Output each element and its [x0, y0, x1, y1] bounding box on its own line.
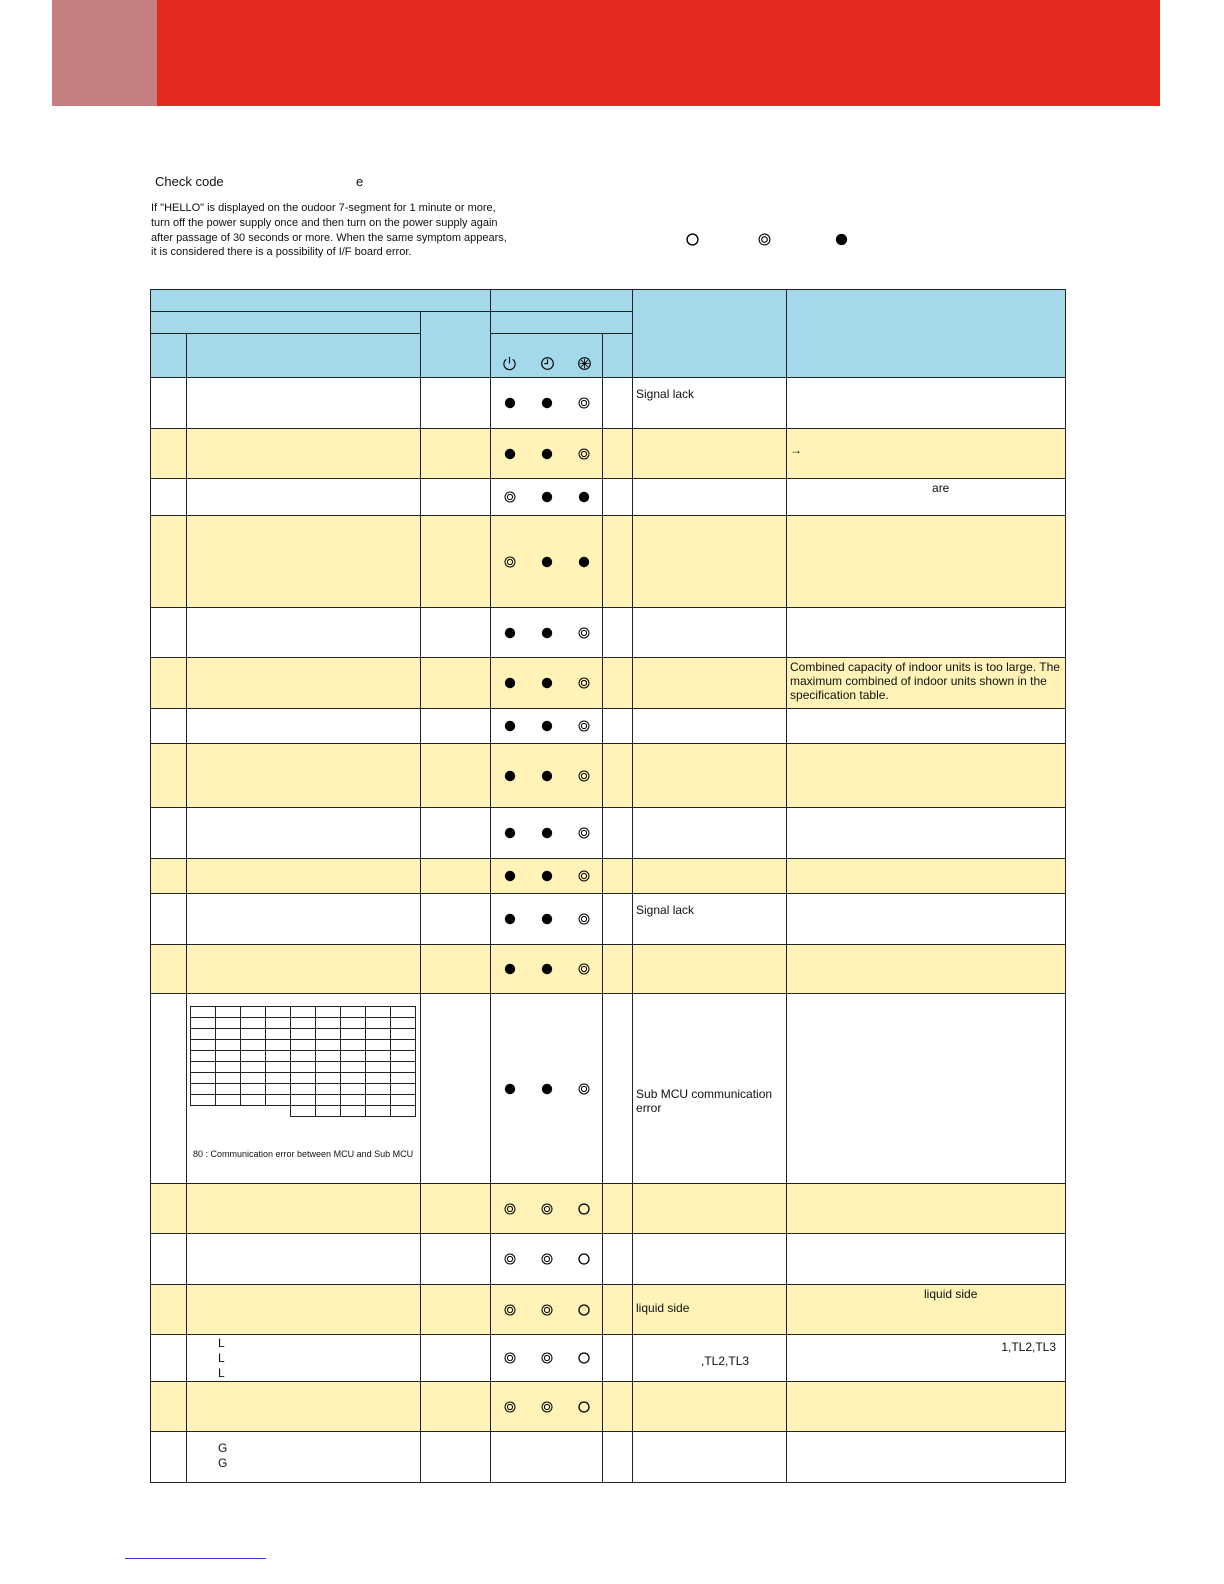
lamp-on-icon	[504, 627, 516, 639]
lamp-off-icon	[578, 1401, 590, 1413]
cause-text: Sub MCU communication error	[636, 1086, 773, 1115]
header-cell	[491, 312, 633, 334]
lamp-on-icon	[541, 556, 553, 568]
letter: G	[218, 1441, 228, 1455]
table-row	[151, 894, 1066, 945]
table-row	[151, 808, 1066, 859]
header-row	[151, 290, 1066, 312]
lamp-cell	[491, 894, 603, 945]
lamp-on-icon	[578, 556, 590, 568]
capacity-text: Combined capacity of indoor units is too large. The maximum combined of indoor units shown in the specification table.	[790, 660, 1060, 702]
lamp-on-icon	[504, 870, 516, 882]
cause-text: ,TL2,TL3	[701, 1354, 750, 1368]
lamp-cell	[491, 1285, 603, 1335]
lamp-cell	[491, 479, 603, 516]
lamp-on-icon	[541, 1083, 553, 1095]
header-lamp-icons-cell	[491, 334, 603, 378]
detail-cell	[787, 658, 1066, 709]
lamp-cell	[491, 744, 603, 808]
lamp-flash-icon	[578, 627, 590, 639]
header-cell	[787, 290, 1066, 378]
lamp-flash-icon	[578, 720, 590, 732]
lamp-cell	[491, 1184, 603, 1234]
lamp-cell	[491, 1335, 603, 1382]
header-cell	[151, 334, 187, 378]
lamp-on-icon	[504, 448, 516, 460]
table-row	[151, 709, 1066, 744]
lamp-on-icon	[541, 720, 553, 732]
lamp-off-icon	[578, 1253, 590, 1265]
hello-note: If "HELLO" is displayed on the oudoor 7-segment for 1 minute or more, turn off the power supply once and then turn on the power supply again after passage of 30 seconds or more. When the same symptom appears, it is considered there is a possibility of I/F board error.	[151, 202, 507, 259]
lamp-flash-icon	[504, 1253, 516, 1265]
lamp-flash-icon	[504, 556, 516, 568]
lamp-flash-icon	[541, 1401, 553, 1413]
header-cell	[151, 290, 491, 312]
letter: L	[218, 1366, 225, 1380]
lamp-cell	[491, 608, 603, 658]
lamp-cell	[491, 808, 603, 859]
lamp-on-icon	[541, 627, 553, 639]
lamp-cell	[491, 516, 603, 608]
cause-cell	[633, 378, 787, 429]
lamp-flash-icon	[578, 397, 590, 409]
lamp-cell	[491, 429, 603, 479]
detail-text: are	[932, 481, 950, 495]
table-row	[151, 945, 1066, 994]
lamp-flash-icon	[578, 827, 590, 839]
lamp-cell	[491, 1234, 603, 1285]
lamp-on-icon	[541, 491, 553, 503]
lamp-on-icon	[504, 720, 516, 732]
table-row	[151, 608, 1066, 658]
table-row	[151, 1234, 1066, 1285]
detail-text: 1,TL2,TL3	[1001, 1340, 1057, 1354]
lamp-off-icon	[578, 1352, 590, 1364]
lamp-on-icon	[504, 827, 516, 839]
cause-text: liquid side	[636, 1301, 690, 1315]
table-row	[151, 1335, 1066, 1382]
header-cell	[633, 290, 787, 378]
lamp-on-icon	[504, 677, 516, 689]
lamp-cell	[491, 1382, 603, 1432]
table-row	[151, 1184, 1066, 1234]
header-cell	[603, 334, 633, 378]
lamp-flash-icon	[541, 1304, 553, 1316]
detail-cell	[787, 429, 1066, 479]
lamp-on-icon	[541, 770, 553, 782]
table-row	[151, 1285, 1066, 1335]
code-matrix-cell	[187, 994, 421, 1184]
check-code-label: Check code	[155, 174, 224, 189]
table-row	[151, 516, 1066, 608]
cause-cell	[633, 1285, 787, 1335]
detail-cell	[787, 1285, 1066, 1335]
lamp-cell	[491, 658, 603, 709]
table-row	[151, 744, 1066, 808]
header-cell	[187, 334, 421, 378]
lamp-on-icon	[504, 770, 516, 782]
arrow-text: →	[790, 443, 803, 457]
lamp-cell	[491, 994, 603, 1184]
lamp-on-icon	[541, 913, 553, 925]
lamp-on-icon	[504, 913, 516, 925]
lamp-on-icon	[541, 677, 553, 689]
lamp-flash-icon	[541, 1203, 553, 1215]
cause-cell	[633, 1335, 787, 1382]
letter: L	[218, 1351, 225, 1365]
lamp-on-icon	[504, 397, 516, 409]
letters-cell	[187, 1432, 421, 1483]
power-icon	[502, 356, 517, 371]
letter: L	[218, 1336, 225, 1350]
lamp-flash-icon	[504, 491, 516, 503]
banner-tab	[52, 0, 157, 106]
lamp-flash-icon	[541, 1253, 553, 1265]
lamp-flash-icon	[578, 448, 590, 460]
detail-text: liquid side	[924, 1287, 978, 1301]
detail-cell	[787, 1335, 1066, 1382]
lamp-flash-icon	[578, 677, 590, 689]
header-cell	[491, 290, 633, 312]
cause-text: Signal lack	[636, 387, 695, 401]
lamp-off-icon	[578, 1203, 590, 1215]
table-row	[151, 429, 1066, 479]
footer-link-line	[125, 1558, 266, 1559]
table-row	[151, 859, 1066, 894]
lamp-on-icon	[578, 491, 590, 503]
lamp-flash-icon	[504, 1352, 516, 1364]
lamp-on-icon	[541, 870, 553, 882]
lamp-flash-icon	[578, 870, 590, 882]
letter: G	[218, 1456, 228, 1470]
header-banner	[52, 0, 1160, 106]
check-code-suffix: e	[356, 174, 364, 189]
table-row	[151, 1432, 1066, 1483]
matrix-note: 80 : Communication error between MCU and Sub MCU	[193, 1149, 414, 1159]
lamp-flash-icon	[504, 1401, 516, 1413]
table-row	[151, 658, 1066, 709]
check-code-table	[150, 289, 1066, 1483]
timer-icon	[540, 356, 555, 371]
legend-off-icon	[686, 233, 699, 246]
lamp-off-icon	[578, 1304, 590, 1316]
lamp-on-icon	[504, 1083, 516, 1095]
table-row	[151, 479, 1066, 516]
cause-text: Signal lack	[636, 903, 695, 917]
cause-cell	[633, 894, 787, 945]
table-row	[151, 378, 1066, 429]
code-matrix	[190, 1006, 416, 1117]
lamp-flash-icon	[541, 1352, 553, 1364]
lamp-on-icon	[541, 963, 553, 975]
table-row	[151, 1382, 1066, 1432]
lamp-cell	[491, 859, 603, 894]
lamp-flash-icon	[578, 1083, 590, 1095]
lamp-flash-icon	[578, 963, 590, 975]
lamp-flash-icon	[504, 1304, 516, 1316]
legend-flash-icon	[758, 233, 771, 246]
lamp-flash-icon	[578, 913, 590, 925]
header-cell	[151, 312, 421, 334]
lamp-on-icon	[541, 827, 553, 839]
table-row	[151, 994, 1066, 1184]
lamp-flash-icon	[578, 770, 590, 782]
detail-cell	[787, 479, 1066, 516]
letters-cell	[187, 1335, 421, 1382]
fan-icon	[577, 356, 592, 371]
lamp-on-icon	[504, 963, 516, 975]
lamp-cell	[491, 709, 603, 744]
legend-on-icon	[835, 233, 848, 246]
lamp-cell	[491, 945, 603, 994]
cause-cell	[633, 994, 787, 1184]
lamp-cell	[491, 378, 603, 429]
header-cell	[421, 312, 491, 378]
lamp-on-icon	[541, 397, 553, 409]
lamp-on-icon	[541, 448, 553, 460]
lamp-flash-icon	[504, 1203, 516, 1215]
